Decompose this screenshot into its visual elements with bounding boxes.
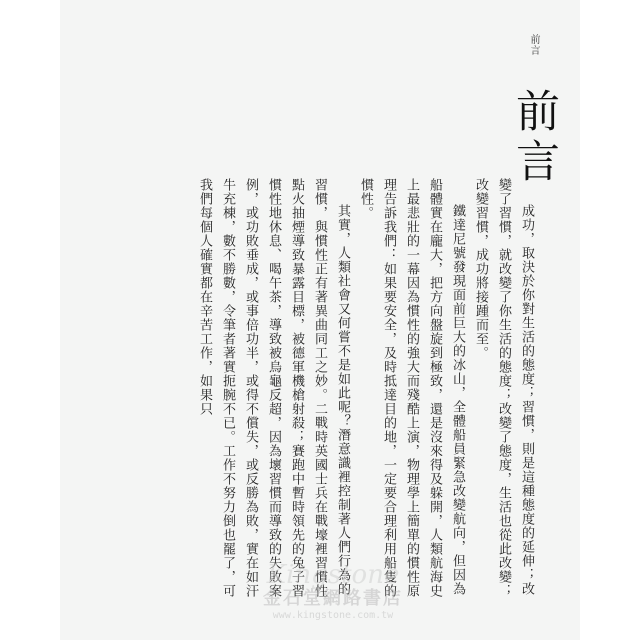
paragraph: 成功，取決於你對生活的態度；習慣，則是這種態度的延伸；改變了習慣，就改變了你生活的態度；改變了態度，生活也從此改變；改變習慣，成功將接踵而至。 — [473, 178, 534, 598]
watermark-url: www.kingstone.com.tw — [272, 610, 394, 621]
book-page — [60, 0, 580, 640]
chapter-title: 前言 — [508, 88, 559, 188]
paragraph: 鐵達尼號發現面前巨大的冰山，全體船員緊急改變航向，但因為船體實在龐大，把方向盤旋到極致，還是沒來得及躲開，人類航海史上最悲壯的一幕因為慣性的強大而殘酷上演，物理學上簡單的慣性原理告訴我們：如果要安全，及時抵達目的地，一定要合理利用船隻的慣性。 — [358, 178, 465, 598]
body-text — [178, 178, 538, 598]
watermark-script: Kingstone — [266, 560, 400, 590]
paragraph: 其實，人類社會又何嘗不是如此呢？潛意識裡控制著人們行為的習慣，與慣性正有著異曲同工之妙。二戰時英國士兵在戰壕裡習慣性點火抽煙導致暴露目標，被德軍機槍射殺；賽跑中暫時領先的兔子習慣性地休息、喝午茶，導致被烏龜反超，因為壞習慣而導致的失敗案例，或功敗垂成，或事倍功半，或得不償失，或反勝為敗，實在如汗牛充棟，數不勝數，令筆者著實扼腕不已。工作不努力倒也罷了，可我們每個人確實都在辛苦工作，如果只 — [197, 178, 350, 598]
running-head: 前言 — [528, 34, 539, 56]
watermark-name: 金石堂網路書店 — [263, 588, 403, 609]
